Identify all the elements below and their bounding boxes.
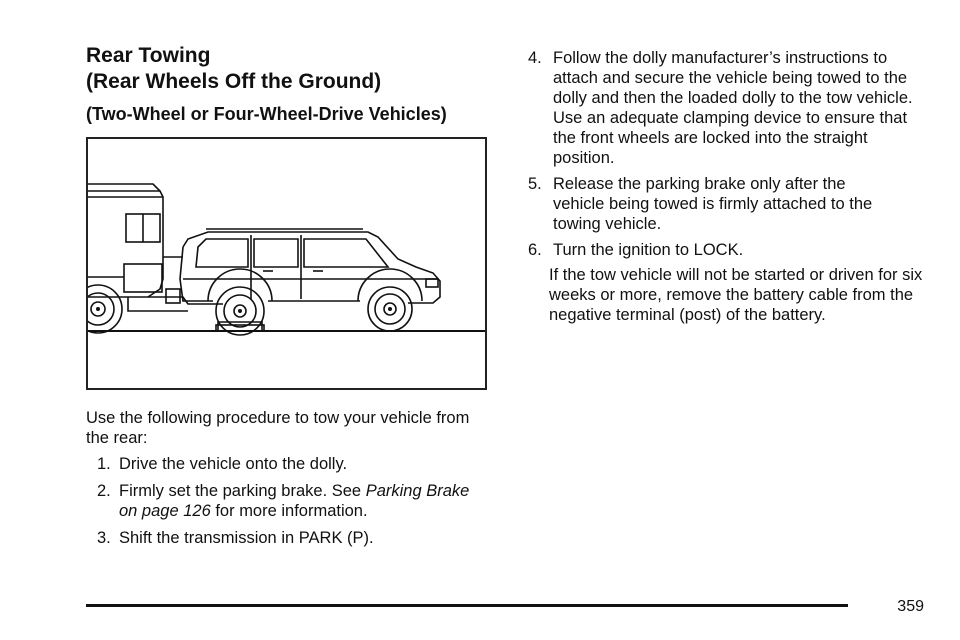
step-number: 4. bbox=[528, 49, 542, 67]
step-number: 3. bbox=[97, 529, 111, 547]
step-number: 2. bbox=[97, 482, 111, 500]
section-title: Rear Towing bbox=[86, 44, 211, 67]
battery-note: If the tow vehicle will not be started or driven for six weeks or more, remove the battery cable from the negative terminal (post) of the battery. bbox=[549, 266, 923, 324]
cross-reference: Parking Brake on page 126 bbox=[119, 482, 470, 520]
towing-illustration bbox=[86, 137, 487, 390]
step-text: Shift the transmission in PARK (P). bbox=[119, 529, 374, 547]
step-text bbox=[119, 481, 479, 521]
step-text: Follow the dolly manufacturer’s instructions to attach and secure the vehicle being towed to the dolly and then the loaded dolly to the tow vehicle. Use an adequate clamping device to ensure that the front wheels are locked into the straight position. bbox=[553, 49, 913, 167]
step-text: Drive the vehicle onto the dolly. bbox=[119, 455, 348, 473]
step-number: 5. bbox=[528, 175, 542, 193]
footer-divider bbox=[86, 604, 848, 607]
section-subtitle: (Two-Wheel or Four-Wheel-Drive Vehicles) bbox=[86, 104, 447, 124]
step-text-part: for more information. bbox=[210, 502, 368, 520]
step-text: Release the parking brake only after the vehicle being towed is firmly attached to the towing vehicle. bbox=[553, 175, 873, 233]
page-number: 359 bbox=[897, 598, 924, 615]
step-text: Turn the ignition to LOCK. bbox=[553, 241, 744, 259]
step-number: 1. bbox=[97, 455, 111, 473]
intro-paragraph: Use the following procedure to tow your vehicle from the rear: bbox=[86, 409, 470, 447]
section-title-continued: (Rear Wheels Off the Ground) bbox=[86, 70, 382, 93]
step-number: 6. bbox=[528, 241, 542, 259]
step-text-part: Firmly set the parking brake. See bbox=[119, 482, 366, 500]
towed-vehicle-drawing bbox=[88, 139, 485, 388]
